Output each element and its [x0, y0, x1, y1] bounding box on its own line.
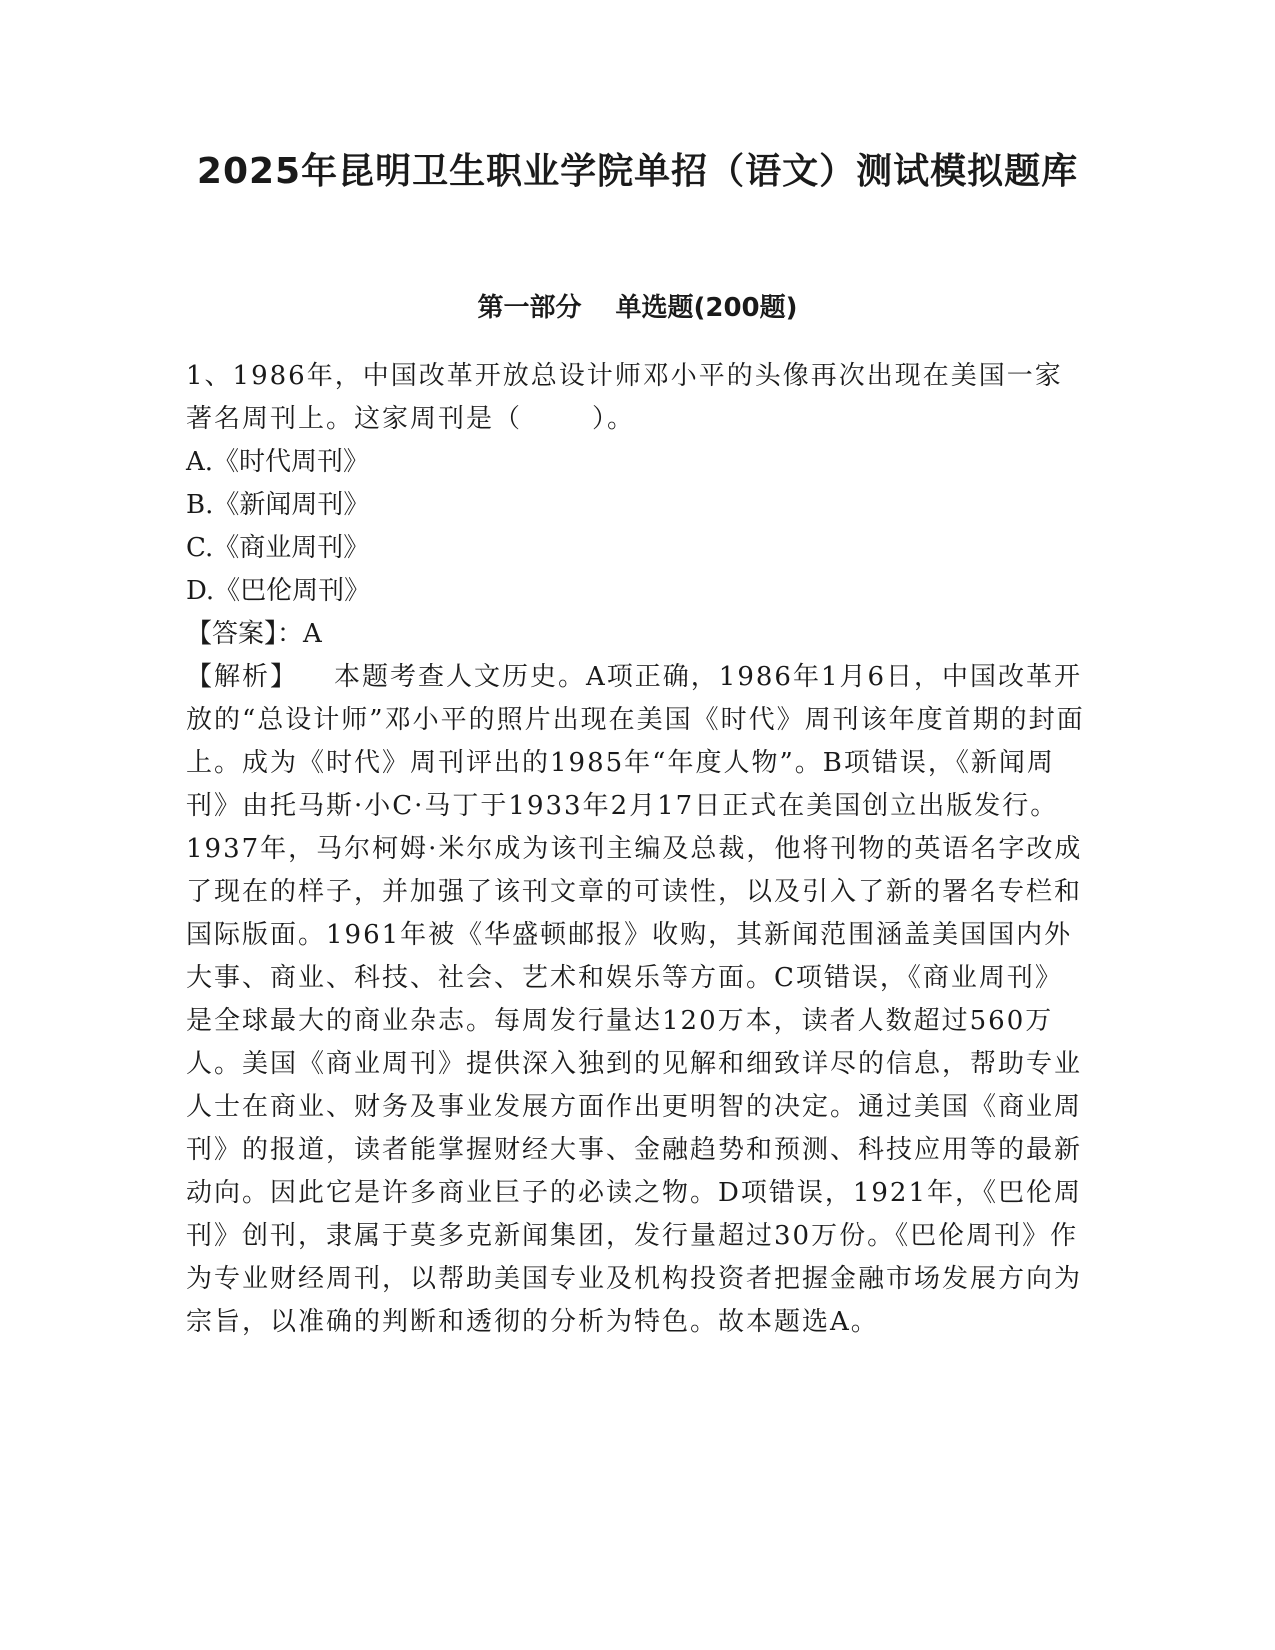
- option-b: B.《新闻周刊》: [186, 490, 370, 520]
- answer-label: 【答案】：: [186, 619, 304, 649]
- answer-value: A: [303, 619, 322, 649]
- question-stem: [186, 355, 1090, 441]
- question-stem-end: ）。: [592, 404, 636, 434]
- section-part: 第一部分: [477, 293, 582, 323]
- document-title: 2025年昆明卫生职业学院单招（语文）测试模拟题库: [196, 151, 1079, 192]
- option-d: D.《巴伦周刊》: [186, 576, 371, 606]
- analysis-text: 本题考查人文历史。A项正确，1986年1月6日，中国改革开放的“总设计师”邓小平的照片出现在美国《时代》周刊该年度首期的封面上。成为《时代》周刊评出的1985年“年度人物”。B项错误，《新闻周刊》由托马斯·小C·马丁于1933年2月17日正式在美国创立出版发行。1937年，马尔柯姆·米尔成为该刊主编及总裁，他将刊物的英语名字改成了现在的样子，并加强了该刊文章的可读性，以及引入了新的署名专栏和国际版面。1961年被《华盛顿邮报》收购，其新闻范围涵盖美国国内外大事、商业、科技、社会、艺术和娱乐等方面。C项错误，《商业周刊》是全球最大的商业杂志。每周发行量达120万本，读者人数超过560万人。美国《商业周刊》提供深入独到的见解和细致详尽的信息，帮助专业人士在商业、财务及事业发展方面作出更明智的决定。通过美国《商业周刊》的报道，读者能掌握财经大事、金融趋势和预测、科技应用等的最新动向。因此它是许多商业巨子的必读之物。D项错误，1921年，《巴伦周刊》创刊，隶属于莫多克新闻集团，发行量超过30万份。《巴伦周刊》作为专业财经周刊，以帮助美国专业及机构投资者把握金融市场发展方向为宗旨，以准确的判断和透彻的分析为特色。故本题选A。: [186, 662, 1085, 1337]
- question-number: 1、: [186, 361, 233, 391]
- option-c: C.《商业周刊》: [186, 533, 370, 563]
- option-a: A.《时代周刊》: [186, 447, 370, 477]
- question-stem-text: 1986年，中国改革开放总设计师邓小平的头像再次出现在美国一家著名周刊上。这家周刊是（: [186, 361, 1063, 434]
- analysis-label: 【解析】: [186, 662, 299, 692]
- analysis-paragraph: [186, 656, 1090, 1344]
- answer-line: [186, 613, 1090, 656]
- question-block: [186, 355, 1090, 1344]
- section-heading: [0, 290, 1275, 326]
- section-name: 单选题(200题): [615, 293, 798, 323]
